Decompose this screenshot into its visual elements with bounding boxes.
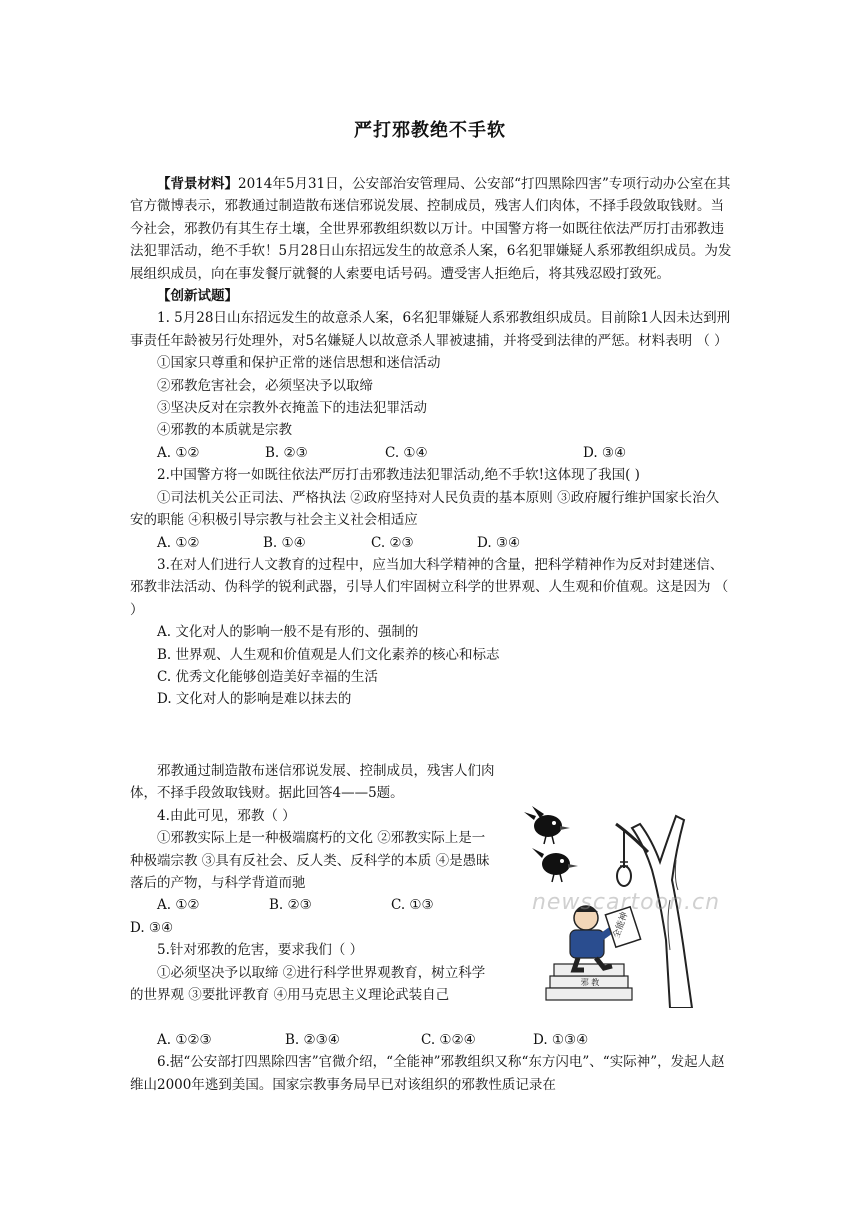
q4-option-d: D. ③④: [130, 919, 174, 936]
q5-items: ①必须坚决予以取缔 ②进行科学世界观教育，树立科学的世界观 ③要批评教育 ④用马克思主义理论武装自己: [130, 964, 486, 1004]
page-title: 严打邪教绝不手软: [354, 120, 506, 141]
crow-icon: [532, 848, 578, 882]
q4-option-b: B. ②③: [269, 897, 312, 914]
cartoon-illustration: [520, 790, 732, 1008]
background-text: 2014年5月31日，公安部治安管理局、公安部“打四黑除四害”专项行动办公室在其官方微博表示，邪教通过制造散布迷信邪说发展、控制成员，残害人们肉体，不择手段敛取钱财。当今社会，邪教仍有其生存土壤，全世界邪教组织数以万计。中国警方将一如既往依法严厉打击邪教违法犯罪活动，绝不手软！5月28日山东招远发生的故意杀人案，6名犯罪嫌疑人系邪教组织成员。为发展组织成员，向在事发餐厅就餐的人索要电话号码。遭受害人拒绝后，将其残忍殴打致死。: [130, 176, 732, 282]
q4-options: [130, 894, 496, 916]
q1-item: ③坚决反对在宗教外衣掩盖下的违法犯罪活动: [157, 400, 427, 417]
background-paragraph: [130, 173, 732, 285]
q3-option-d: D. 文化对人的影响是难以抹去的: [157, 691, 352, 708]
q2-items: ①司法机关公正司法、严格执法 ②政府坚持对人民负责的基本原则 ③政府履行维护国家长治久安的职能 ④积极引导宗教与社会主义社会相适应: [130, 489, 720, 529]
q2-option-c: C. ②③: [371, 534, 414, 551]
q4-stem: 4.由此可见，邪教（ ）: [157, 807, 296, 824]
q2-option-d: D. ③④: [477, 534, 521, 551]
q2-options: [130, 532, 732, 554]
crow-icon: [524, 806, 570, 844]
q1-stem: 1. 5月28日山东招远发生的故意杀人案，6名犯罪嫌疑人系邪教组织成员。目前除1人因未达到刑事责任年龄被另行处理外，对5名嫌疑人以故意杀人罪被逮捕，并将受到法律的严惩。材料表明 （ ）: [130, 310, 731, 349]
q2-stem: 2.中国警方将一如既往依法严厉打击邪教违法犯罪活动,绝不手软!这体现了我国( ): [157, 467, 640, 484]
q3-option-b: B. 世界观、人生观和价值观是人们文化素养的核心和标志: [157, 646, 500, 663]
q1-option-a: A. ①②: [157, 444, 200, 461]
q5-option-a: A. ①②③: [157, 1032, 212, 1048]
background-label: 【背景材料】: [157, 176, 238, 192]
book-label: 全能神: [611, 910, 631, 940]
q1-item: ②邪教危害社会，必须坚决予以取缔: [157, 377, 373, 394]
q1-options: [130, 442, 732, 464]
watermark: newscartoon.cn: [531, 890, 721, 915]
q4-q5-intro: 邪教通过制造散布迷信邪说发展、控制成员，残害人们肉体，不择手段敛取钱财。据此回答4——5题。: [130, 763, 495, 802]
q1-item: ①国家只尊重和保护正常的迷信思想和迷信活动: [157, 355, 441, 372]
narrow-column: [130, 760, 496, 1006]
q1-item: ④邪教的本质就是宗教: [157, 422, 292, 439]
q4-items: ①邪教实际上是一种极端腐朽的文化 ②邪教实际上是一种极端宗教 ③具有反社会、反人类、反科学的本质 ④是愚昧落后的产物，与科学背道而驰: [130, 830, 490, 892]
q3-option-c: C. 优秀文化能够创造美好幸福的生活: [157, 668, 378, 685]
q2-option-a: A. ①②: [157, 534, 200, 551]
q5-options: [130, 1029, 732, 1051]
q5-option-d: D. ①③④: [533, 1032, 589, 1048]
q1-option-b: B. ②③: [265, 444, 308, 461]
lower-column: [130, 1029, 732, 1096]
q1-option-d: D. ③④: [583, 444, 627, 461]
q1-option-c: C. ①④: [385, 444, 428, 461]
q5-stem: 5.针对邪教的危害，要求我们（ ）: [157, 942, 364, 959]
main-column: [130, 173, 732, 711]
stack-label: 邪 教: [580, 978, 600, 987]
q3-stem: 3.在对人们进行人文教育的过程中，应当加大科学精神的含量，把科学精神作为反对封建迷信、邪教非法活动、伪科学的锐利武器，引导人们牢固树立科学的世界观、人生观和价值观。这是因为 （ ）: [130, 556, 729, 618]
q4-option-a: A. ①②: [157, 897, 200, 914]
q5-option-c: C. ①②④: [421, 1032, 476, 1048]
q4-option-c: C. ①③: [391, 897, 434, 914]
q5-option-b: B. ②③④: [285, 1032, 340, 1048]
q2-option-b: B. ①④: [263, 534, 306, 551]
book-stack: [546, 964, 632, 1000]
q3-option-a: A. 文化对人的影响一般不是有形的、强制的: [157, 624, 419, 641]
section-label: 【创新试题】: [157, 288, 238, 305]
q6-stem: 6.据“公安部打四黑除四害”官微介绍，“全能神”邪教组织又称“东方闪电”、“实际神”，发起人赵维山2000年逃到美国。国家宗教事务局早已对该组织的邪教性质记录在: [130, 1054, 725, 1093]
